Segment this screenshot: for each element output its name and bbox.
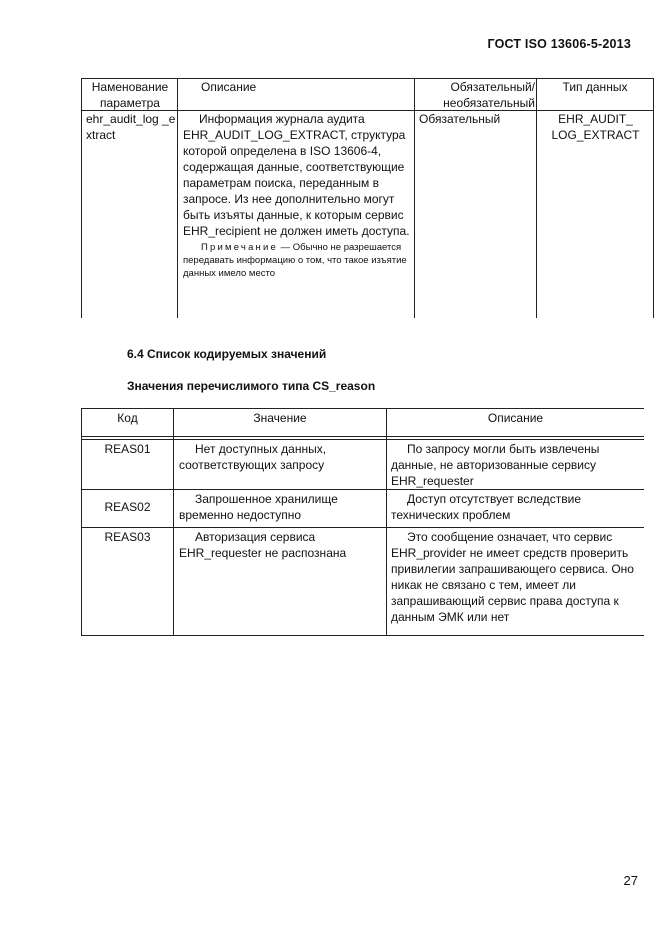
code-cell: REAS03 xyxy=(104,530,151,544)
param-data-type: EHR_AUDIT_ LOG_EXTRACT xyxy=(551,112,640,142)
code-cell: REAS01 xyxy=(104,442,151,456)
section-heading: 6.4 Список кодируемых значений xyxy=(127,347,327,361)
table-border xyxy=(386,408,387,636)
table-border xyxy=(414,78,415,318)
param-required: Обязательный xyxy=(419,112,501,126)
table-border xyxy=(653,78,654,318)
description-text: Информация журнала аудита EHR_AUDIT_LOG_EXTRACT, структура которой определена в ISO 13606-4, содержащая данные, соответствующие параметрам поиска, переданным в запросе. Из нее дополнительно могут быть изъяты данные, к которым сервис EHR_recipient не должен иметь доступа. xyxy=(183,112,410,238)
table-border xyxy=(81,635,644,636)
table-border xyxy=(173,408,174,636)
header-code: Код xyxy=(117,411,138,425)
header-parameter-name: Наменование параметра xyxy=(91,80,169,110)
value-cell: Запрошенное хранилище временно недоступно xyxy=(179,492,338,522)
table-border xyxy=(81,78,82,318)
param-description xyxy=(183,111,411,280)
table-border xyxy=(536,78,537,318)
page-number: 27 xyxy=(623,873,638,888)
header-data-type: Тип данных xyxy=(562,80,628,94)
value-cell: Нет доступных данных, соответствующих запросу xyxy=(179,442,327,472)
table-border xyxy=(177,78,178,318)
note-label: Примечание xyxy=(201,242,278,253)
param-name: ehr_audit_log _extract xyxy=(86,112,176,142)
description-cell: По запросу могли быть извлечены данные, не авторизованные сервису EHR_requester xyxy=(391,442,600,488)
document-id: ГОСТ ISO 13606-5-2013 xyxy=(487,37,631,51)
value-cell: Авторизация сервиса EHR_requester не распознана xyxy=(179,530,347,560)
note-text: — Обычно не разрешается передавать информацию о том, что такое изъятие данных имело место xyxy=(183,242,407,279)
table-border xyxy=(81,489,644,490)
table-border xyxy=(81,527,644,528)
description-cell: Доступ отсутствует вследствие технических проблем xyxy=(391,492,582,522)
code-cell: REAS02 xyxy=(104,500,151,514)
table-border xyxy=(81,436,644,437)
description-cell: Это сообщение означает, что сервис EHR_provider не имеет средств проверить привилегии запрашивающего сервиса. Оно никак не связано с тем, имеет ли запрашивающий сервис права доступа к данным ЭМК или нет xyxy=(391,530,634,624)
description-note xyxy=(183,241,411,280)
section-subheading: Значения перечислимого типа CS_reason xyxy=(127,379,376,393)
parameter-table xyxy=(81,78,654,318)
header-description: Описание xyxy=(201,80,257,94)
reason-codes-table xyxy=(81,408,644,636)
header-required: Обязательный/ необязательный xyxy=(443,80,535,110)
header-description: Описание xyxy=(487,411,544,425)
header-value: Значение xyxy=(253,411,307,425)
table-border xyxy=(81,408,644,409)
table-border xyxy=(81,439,644,440)
